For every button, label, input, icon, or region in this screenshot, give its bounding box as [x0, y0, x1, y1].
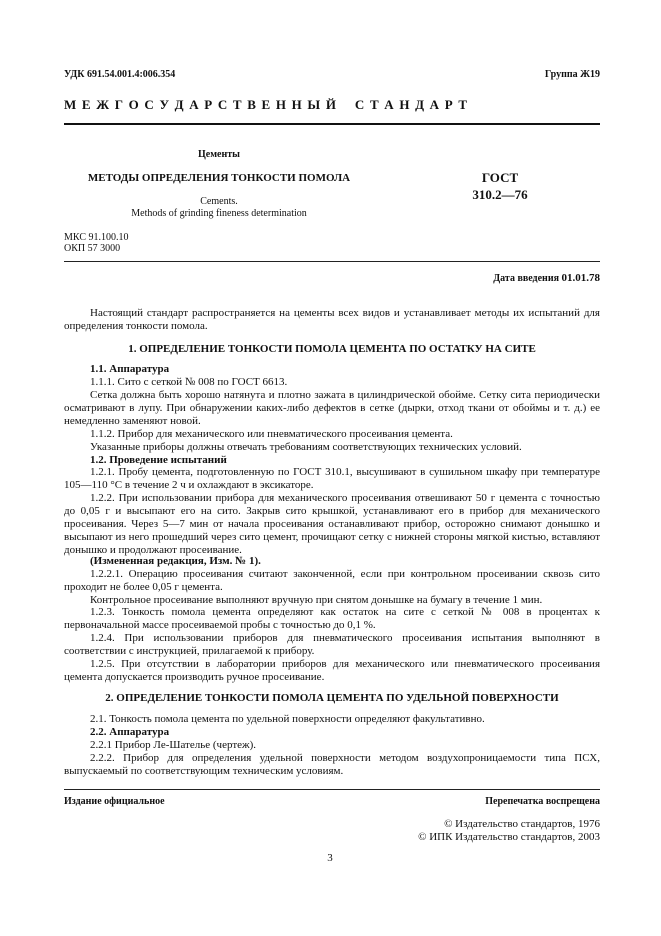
section2-2-heading: 2.2. Аппаратура [90, 726, 170, 738]
udk-code: УДК 691.54.001.4:006.354 [64, 69, 176, 80]
paragraph-2-1: 2.1. Тонкость помола цемента по удельной поверхности определяют факультативно. [90, 713, 485, 725]
title-en-line1: Cements. [200, 196, 238, 207]
paragraph-1-1-2: 1.1.2. Прибор для механического или пневматического просеивания цемента. [90, 428, 453, 440]
paragraph-1-2-3: 1.2.3. Тонкость помола цемента определяют как остаток на сите с сеткой № 008 в процентах к первоначальной массе просеиваемой пробы с точностью до 0,1 %. [64, 606, 600, 632]
page-number: 3 [327, 852, 333, 864]
category-title: Цементы [198, 149, 240, 160]
gost-number: 310.2—76 [472, 187, 528, 202]
reprint-prohibited: Перепечатка воспрещена [485, 796, 600, 807]
paragraph-sieve-mesh: Сетка должна быть хорошо натянута и плотно зажата в цилиндрической обойме. Сетку сита периодически осматривают в лупу. При обнаружении каких-либо дефектов в сетке (дырки, отход ткани от обоймы и т. д.) ее немедленно заменяют новой. [64, 389, 600, 428]
paragraph-1-2-5: 1.2.5. При отсутствии в лаборатории приборов для механического или пневматического просеивания цемента допускается производить ручное просеивание. [64, 658, 600, 684]
paragraph-1-2-1: 1.2.1. Пробу цемента, подготовленную по ГОСТ 310.1, высушивают в сушильном шкафу при температуре 105—110 °С в течение 2 ч и охлаждают в эксикаторе. [64, 466, 600, 492]
gost-label: ГОСТ [481, 170, 519, 185]
amendment-note: (Измененная редакция, Изм. № 1). [90, 555, 261, 567]
paragraph-1-2-2: 1.2.2. При использовании прибора для механического просеивания отвешивают 50 г цемента с точностью до 0,05 г и высыпают его на сито. Закрыв сито крышкой, устанавливают его в прибор для механического просеивания. Через 5—7 мин от начала просеивания останавливают прибор, осторожно снимают донышко и высыпают из него прошедший через сито цемент, прочищают сетку с нижней стороны мягкой кистью, вставляют донышко и продолжают просеивание. [64, 492, 600, 557]
date-value: 01.01.78 [561, 272, 600, 284]
introduction-date [400, 272, 600, 284]
paragraph-2-2-1: 2.2.1 Прибор Ле-Шателье (чертеж). [90, 739, 257, 751]
intro-paragraph: Настоящий стандарт распространяется на цементы всех видов и устанавливает методы их испытаний для определения тонкости помола. [64, 307, 600, 333]
section1-1-heading: 1.1. Аппаратура [90, 363, 170, 375]
title-rule [64, 261, 600, 262]
title-en-line2: Methods of grinding fineness determination [131, 208, 307, 219]
paragraph-1-2-4: 1.2.4. При использовании приборов для пневматического просеивания испытания выполняют в соответствии с инструкцией, прилагаемой к прибору. [64, 632, 600, 658]
date-label: Дата введения [493, 273, 559, 284]
interstate-standard-banner: М Е Ж Г О С У Д А Р С Т В Е Н Н Ы Й С Т А Н Д А Р Т [64, 97, 469, 112]
paragraph-1-2-2-1: 1.2.2.1. Операцию просеивания считают законченной, если при контрольном просеивании сквозь сито проходит не более 0,05 г цемента. [64, 568, 600, 594]
header-rule [64, 123, 600, 125]
group-code: Группа Ж19 [544, 69, 600, 80]
document-title: МЕТОДЫ ОПРЕДЕЛЕНИЯ ТОНКОСТИ ПОМОЛА [87, 172, 351, 184]
paragraph-devices: Указанные приборы должны отвечать требованиям соответствующих технических условий. [90, 441, 522, 453]
copyright-1976: © Издательство стандартов, 1976 [444, 818, 600, 830]
section2-heading: 2. ОПРЕДЕЛЕНИЕ ТОНКОСТИ ПОМОЛА ЦЕМЕНТА ПО УДЕЛЬНОЙ ПОВЕРХНОСТИ [105, 692, 559, 704]
section1-2-heading: 1.2. Проведение испытаний [90, 454, 227, 466]
mks-code: МКС 91.100.10 [64, 232, 129, 243]
official-edition: Издание официальное [64, 796, 165, 807]
paragraph-control-sieving: Контрольное просеивание выполняют вручную при снятом донышке на бумагу в течение 1 мин. [90, 594, 543, 606]
footer-rule [64, 789, 600, 790]
paragraph-1-1-1: 1.1.1. Сито с сеткой № 008 по ГОСТ 6613. [90, 376, 288, 388]
copyright-2003: © ИПК Издательство стандартов, 2003 [418, 831, 600, 843]
paragraph-2-2-2: 2.2.2. Прибор для определения удельной поверхности методом воздухопроницаемости типа ПСХ, выпускаемый по соответствующим техническим условиям. [64, 752, 600, 778]
okp-code: ОКП 57 3000 [64, 243, 121, 254]
section1-heading: 1. ОПРЕДЕЛЕНИЕ ТОНКОСТИ ПОМОЛА ЦЕМЕНТА ПО ОСТАТКУ НА СИТЕ [128, 343, 536, 355]
